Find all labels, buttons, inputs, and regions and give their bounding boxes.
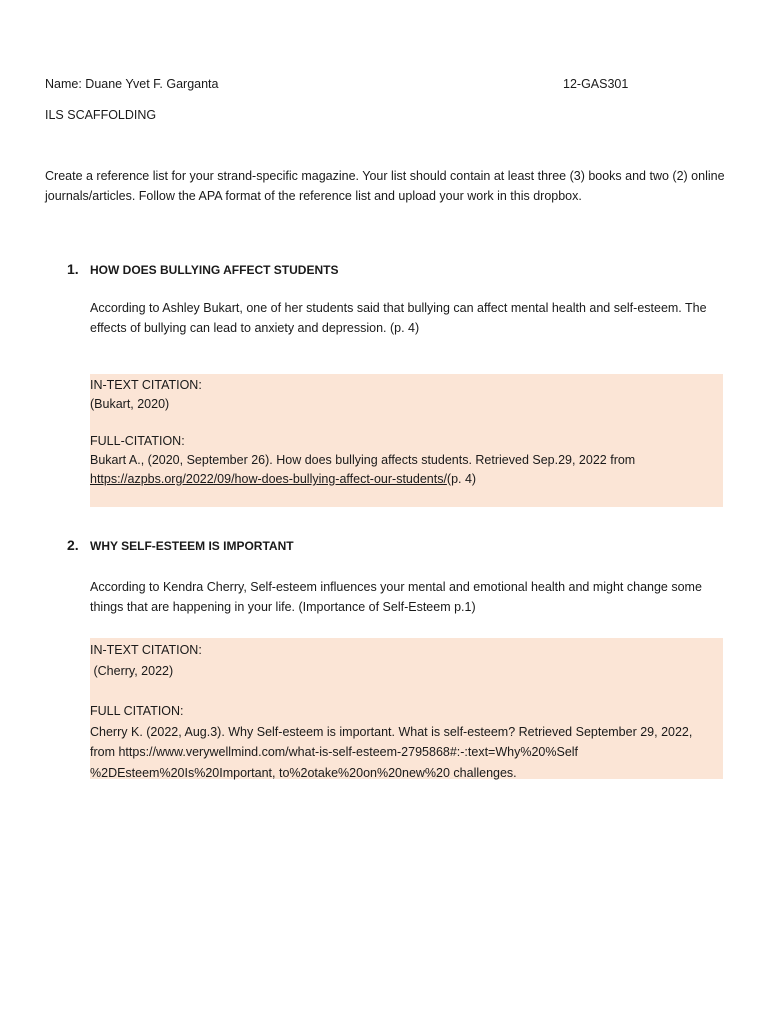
item-1-intext-value: (Bukart, 2020)	[90, 397, 170, 411]
item-2-intext-value: (Cherry, 2022)	[90, 663, 174, 678]
item-1-number: 1.	[67, 261, 79, 277]
item-1-source-link[interactable]: https://azpbs.org/2022/09/how-does-bullying-affect-our-students/	[90, 472, 447, 486]
item-2-number: 2.	[67, 537, 79, 553]
item-1-title: HOW DOES BULLYING AFFECT STUDENTS	[90, 263, 339, 277]
instructions: Create a reference list for your strand-specific magazine. Your list should contain at least three (3) books and two (2) online journals/articles. Follow the APA format of the reference list and upload your work in this dropbox.	[45, 169, 725, 203]
item-1-full-label: FULL-CITATION:	[90, 434, 185, 448]
assignment-title: ILS SCAFFOLDING	[45, 108, 157, 122]
item-1-page-ref: (p. 4)	[446, 472, 477, 486]
item-1-intext-label: IN-TEXT CITATION:	[90, 378, 202, 392]
student-name: Name: Duane Yvet F. Garganta	[45, 77, 219, 91]
item-1-full-text: Bukart A., (2020, September 26). How does bullying affects students. Retrieved Sep.29, 2022 from	[90, 453, 636, 467]
item-2-title: WHY SELF-ESTEEM IS IMPORTANT	[90, 539, 294, 553]
item-2-intext-label: IN-TEXT CITATION:	[90, 643, 202, 657]
item-1-full-citation	[90, 451, 723, 489]
item-1-citation-box	[90, 374, 723, 507]
item-2-paragraph: According to Kendra Cherry, Self-esteem influences your mental and emotional health and might change some things that are happening in your life. (Importance of Self-Esteem p.1)	[90, 580, 702, 614]
item-2-full-citation: Cherry K. (2022, Aug.3). Why Self-esteem is important. What is self-esteem? Retrieved September 29, 2022, from https://www.verywellmind.com/what-is-self-esteem-2795868#:-:text=Why%20%Self %2DEsteem%20Is%20Important, to%2otake%20on%20new%20 challenges.	[90, 724, 693, 780]
item-1-paragraph: According to Ashley Bukart, one of her students said that bullying can affect mental health and self-esteem. The effects of bullying can lead to anxiety and depression. (p. 4)	[90, 301, 707, 335]
section-code: 12-GAS301	[563, 77, 629, 91]
item-2-full-label: FULL CITATION:	[90, 704, 184, 718]
item-2-citation-box	[90, 638, 723, 779]
